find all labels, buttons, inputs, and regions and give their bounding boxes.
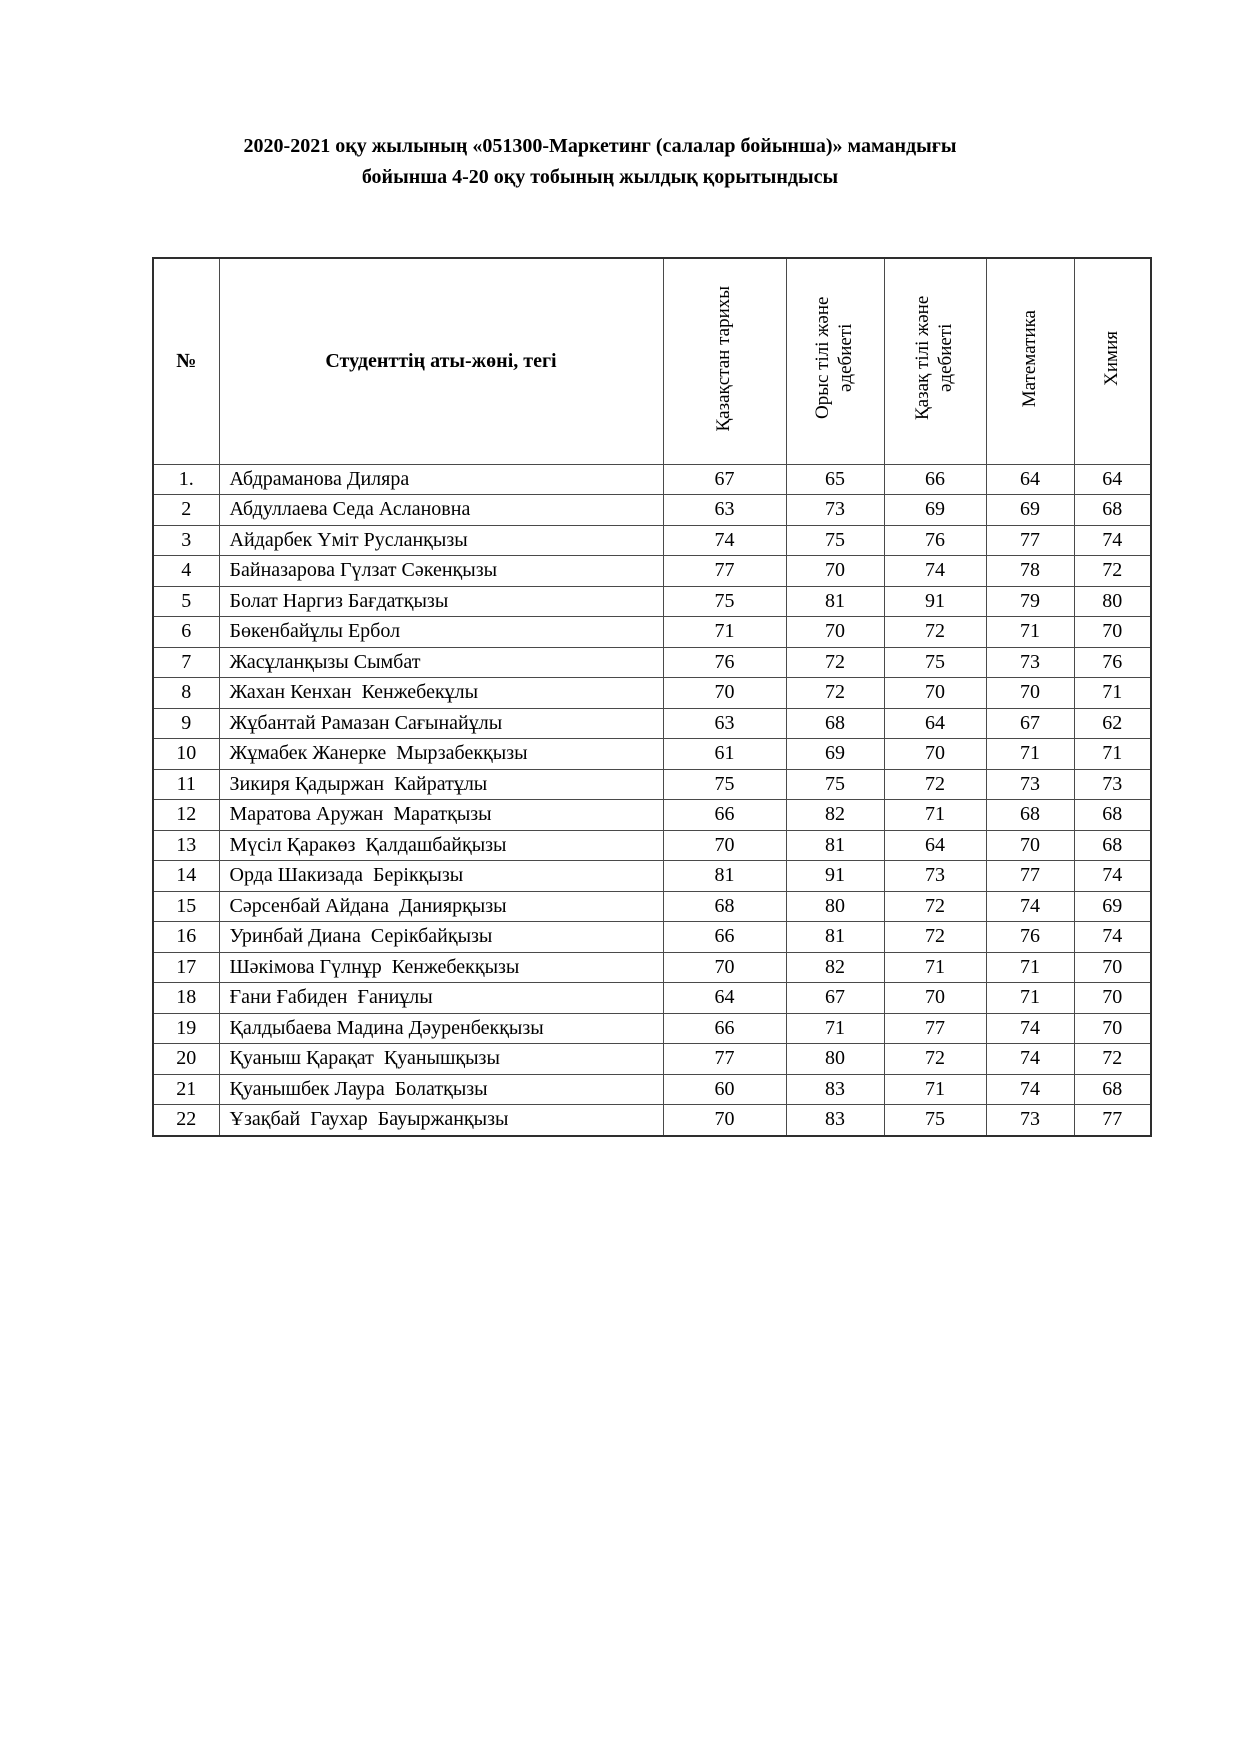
grade-cell: 70 xyxy=(1074,952,1151,983)
row-number: 12 xyxy=(153,800,219,831)
student-name: Маратова Аружан Маратқызы xyxy=(219,800,663,831)
row-number: 15 xyxy=(153,891,219,922)
column-header-chemistry xyxy=(1074,258,1151,464)
table-row xyxy=(153,1074,1151,1105)
row-number: 6 xyxy=(153,617,219,648)
page-title xyxy=(70,131,1130,193)
grade-cell: 81 xyxy=(786,830,884,861)
grade-cell: 82 xyxy=(786,952,884,983)
row-number: 13 xyxy=(153,830,219,861)
grade-cell: 70 xyxy=(884,739,986,770)
grade-cell: 70 xyxy=(663,1105,786,1136)
table-row xyxy=(153,678,1151,709)
student-name: Қуанышбек Лаура Болатқызы xyxy=(219,1074,663,1105)
grade-cell: 71 xyxy=(986,983,1074,1014)
table-row xyxy=(153,495,1151,526)
grade-cell: 80 xyxy=(786,891,884,922)
student-name: Жасұланқызы Сымбат xyxy=(219,647,663,678)
table-row xyxy=(153,830,1151,861)
grade-cell: 70 xyxy=(786,617,884,648)
grade-cell: 91 xyxy=(884,586,986,617)
grade-cell: 74 xyxy=(986,891,1074,922)
table-row xyxy=(153,464,1151,495)
student-name: Ұзақбай Гаухар Бауыржанқызы xyxy=(219,1105,663,1136)
grade-cell: 70 xyxy=(1074,617,1151,648)
student-name: Болат Наргиз Бағдатқызы xyxy=(219,586,663,617)
grade-cell: 75 xyxy=(786,769,884,800)
grade-cell: 64 xyxy=(884,830,986,861)
grade-cell: 70 xyxy=(884,983,986,1014)
grade-cell: 73 xyxy=(986,647,1074,678)
table-row xyxy=(153,1013,1151,1044)
row-number: 20 xyxy=(153,1044,219,1075)
table-row xyxy=(153,861,1151,892)
table-row xyxy=(153,922,1151,953)
student-name: Орда Шакизада Берікқызы xyxy=(219,861,663,892)
grade-cell: 68 xyxy=(786,708,884,739)
grade-cell: 70 xyxy=(663,830,786,861)
grade-cell: 75 xyxy=(663,769,786,800)
student-name: Байназарова Гүлзат Сәкенқызы xyxy=(219,556,663,587)
grade-cell: 77 xyxy=(663,1044,786,1075)
grade-cell: 68 xyxy=(663,891,786,922)
grade-cell: 71 xyxy=(663,617,786,648)
rotated-header-label: Химия xyxy=(1100,330,1122,386)
table-row xyxy=(153,647,1151,678)
grade-cell: 81 xyxy=(786,922,884,953)
grade-cell: 72 xyxy=(786,647,884,678)
student-name: Шәкімова Гүлнұр Кенжебекқызы xyxy=(219,952,663,983)
grade-cell: 77 xyxy=(986,525,1074,556)
grade-cell: 71 xyxy=(884,952,986,983)
grade-cell: 73 xyxy=(786,495,884,526)
student-name: Сәрсенбай Айдана Даниярқызы xyxy=(219,891,663,922)
grade-cell: 74 xyxy=(1074,922,1151,953)
row-number: 7 xyxy=(153,647,219,678)
table-row xyxy=(153,586,1151,617)
grade-cell: 72 xyxy=(884,1044,986,1075)
student-name: Мүсіл Қаракөз Қалдашбайқызы xyxy=(219,830,663,861)
student-name: Абдуллаева Седа Аслановна xyxy=(219,495,663,526)
grade-cell: 68 xyxy=(1074,800,1151,831)
row-number: 17 xyxy=(153,952,219,983)
grade-cell: 79 xyxy=(986,586,1074,617)
grade-cell: 76 xyxy=(884,525,986,556)
grade-cell: 75 xyxy=(786,525,884,556)
student-name: Қуаныш Қарақат Қуанышқызы xyxy=(219,1044,663,1075)
student-name: Қалдыбаева Мадина Дәуренбекқызы xyxy=(219,1013,663,1044)
row-number: 4 xyxy=(153,556,219,587)
student-name: Айдарбек Үміт Русланқызы xyxy=(219,525,663,556)
rotated-header-label: Қазақстан тарихы xyxy=(713,285,735,431)
grade-cell: 73 xyxy=(986,1105,1074,1136)
table-row xyxy=(153,769,1151,800)
grade-cell: 64 xyxy=(1074,464,1151,495)
grade-cell: 69 xyxy=(986,495,1074,526)
table-row xyxy=(153,525,1151,556)
row-number: 9 xyxy=(153,708,219,739)
grade-cell: 70 xyxy=(786,556,884,587)
grade-cell: 67 xyxy=(986,708,1074,739)
grade-cell: 70 xyxy=(663,678,786,709)
grade-cell: 66 xyxy=(663,800,786,831)
grade-cell: 76 xyxy=(986,922,1074,953)
grade-cell: 66 xyxy=(663,1013,786,1044)
grade-cell: 71 xyxy=(1074,678,1151,709)
row-number: 3 xyxy=(153,525,219,556)
row-number: 11 xyxy=(153,769,219,800)
student-name: Жұбантай Рамазан Сағынайұлы xyxy=(219,708,663,739)
grade-cell: 68 xyxy=(986,800,1074,831)
student-rows xyxy=(153,464,1151,1136)
grade-cell: 64 xyxy=(663,983,786,1014)
grade-cell: 71 xyxy=(786,1013,884,1044)
grade-cell: 71 xyxy=(1074,739,1151,770)
table-row xyxy=(153,800,1151,831)
table-row xyxy=(153,739,1151,770)
grade-cell: 71 xyxy=(986,952,1074,983)
grade-cell: 74 xyxy=(1074,861,1151,892)
table-row xyxy=(153,1105,1151,1136)
grade-cell: 61 xyxy=(663,739,786,770)
grade-cell: 70 xyxy=(986,678,1074,709)
grade-cell: 75 xyxy=(663,586,786,617)
student-name: Бөкенбайұлы Ербол xyxy=(219,617,663,648)
grade-cell: 63 xyxy=(663,708,786,739)
row-number: 16 xyxy=(153,922,219,953)
grade-cell: 72 xyxy=(786,678,884,709)
grade-cell: 70 xyxy=(884,678,986,709)
student-name: Зикиря Қадыржан Кайратұлы xyxy=(219,769,663,800)
grade-cell: 67 xyxy=(663,464,786,495)
grade-cell: 72 xyxy=(884,891,986,922)
row-number: 1. xyxy=(153,464,219,495)
column-header-russian-language xyxy=(786,258,884,464)
grade-cell: 69 xyxy=(1074,891,1151,922)
table-row xyxy=(153,983,1151,1014)
grade-cell: 72 xyxy=(884,769,986,800)
grade-cell: 63 xyxy=(663,495,786,526)
grade-cell: 77 xyxy=(663,556,786,587)
grade-cell: 74 xyxy=(1074,525,1151,556)
grade-cell: 73 xyxy=(986,769,1074,800)
grade-cell: 74 xyxy=(884,556,986,587)
grade-cell: 74 xyxy=(986,1074,1074,1105)
grade-cell: 68 xyxy=(1074,1074,1151,1105)
grade-cell: 75 xyxy=(884,647,986,678)
grade-cell: 83 xyxy=(786,1105,884,1136)
student-name: Абдраманова Диляра xyxy=(219,464,663,495)
grade-cell: 71 xyxy=(884,1074,986,1105)
row-number: 5 xyxy=(153,586,219,617)
grade-cell: 74 xyxy=(663,525,786,556)
grade-cell: 67 xyxy=(786,983,884,1014)
grade-cell: 80 xyxy=(786,1044,884,1075)
row-number: 14 xyxy=(153,861,219,892)
grade-cell: 91 xyxy=(786,861,884,892)
grade-cell: 81 xyxy=(786,586,884,617)
table-row xyxy=(153,556,1151,587)
grade-cell: 70 xyxy=(1074,983,1151,1014)
row-number: 22 xyxy=(153,1105,219,1136)
grade-cell: 73 xyxy=(1074,769,1151,800)
rotated-header-label: Математика xyxy=(1018,309,1040,407)
grades-table xyxy=(152,257,1152,1137)
grade-cell: 80 xyxy=(1074,586,1151,617)
column-header-number: № xyxy=(153,258,219,464)
student-name: Уринбай Диана Серікбайқызы xyxy=(219,922,663,953)
column-header-mathematics xyxy=(986,258,1074,464)
grade-cell: 82 xyxy=(786,800,884,831)
grade-cell: 74 xyxy=(986,1013,1074,1044)
table-row xyxy=(153,891,1151,922)
grade-cell: 69 xyxy=(786,739,884,770)
grade-cell: 77 xyxy=(986,861,1074,892)
grade-cell: 60 xyxy=(663,1074,786,1105)
table-header-row xyxy=(153,258,1151,464)
column-header-kazakhstan-history xyxy=(663,258,786,464)
page-title-line-2: бойынша 4-20 оқу тобының жылдық қорытындысы xyxy=(361,166,839,188)
row-number: 10 xyxy=(153,739,219,770)
grade-cell: 66 xyxy=(663,922,786,953)
table-row xyxy=(153,617,1151,648)
grade-cell: 83 xyxy=(786,1074,884,1105)
grade-cell: 76 xyxy=(1074,647,1151,678)
column-header-kazakh-language xyxy=(884,258,986,464)
row-number: 2 xyxy=(153,495,219,526)
row-number: 19 xyxy=(153,1013,219,1044)
table-row xyxy=(153,708,1151,739)
grade-cell: 76 xyxy=(663,647,786,678)
grade-cell: 66 xyxy=(884,464,986,495)
grade-cell: 74 xyxy=(986,1044,1074,1075)
row-number: 21 xyxy=(153,1074,219,1105)
grade-cell: 62 xyxy=(1074,708,1151,739)
grade-cell: 72 xyxy=(1074,556,1151,587)
page-title-line-1: 2020-2021 оқу жылының «051300-Маркетинг (салалар бойынша)» мамандығы xyxy=(243,135,957,157)
grade-cell: 68 xyxy=(1074,830,1151,861)
rotated-header-label: Орыс тілі және әдебиеті xyxy=(812,297,856,420)
grade-cell: 71 xyxy=(986,617,1074,648)
grade-cell: 64 xyxy=(884,708,986,739)
grade-cell: 73 xyxy=(884,861,986,892)
grade-cell: 65 xyxy=(786,464,884,495)
grade-cell: 72 xyxy=(1074,1044,1151,1075)
grade-cell: 69 xyxy=(884,495,986,526)
rotated-header-label: Қазақ тілі және әдебиеті xyxy=(912,296,956,421)
student-name: Жахан Кенхан Кенжебекұлы xyxy=(219,678,663,709)
grade-cell: 72 xyxy=(884,617,986,648)
table-row xyxy=(153,952,1151,983)
grade-cell: 71 xyxy=(986,739,1074,770)
grade-cell: 70 xyxy=(663,952,786,983)
grade-cell: 78 xyxy=(986,556,1074,587)
table-row xyxy=(153,1044,1151,1075)
student-name: Ғани Ғабиден Ғаниұлы xyxy=(219,983,663,1014)
grade-cell: 68 xyxy=(1074,495,1151,526)
row-number: 8 xyxy=(153,678,219,709)
grade-cell: 71 xyxy=(884,800,986,831)
student-name: Жұмабек Жанерке Мырзабекқызы xyxy=(219,739,663,770)
grade-cell: 77 xyxy=(884,1013,986,1044)
grade-cell: 70 xyxy=(1074,1013,1151,1044)
grade-cell: 64 xyxy=(986,464,1074,495)
row-number: 18 xyxy=(153,983,219,1014)
grade-cell: 81 xyxy=(663,861,786,892)
grade-cell: 72 xyxy=(884,922,986,953)
column-header-student-name: Студенттің аты-жөні, тегі xyxy=(219,258,663,464)
grade-cell: 77 xyxy=(1074,1105,1151,1136)
grade-cell: 75 xyxy=(884,1105,986,1136)
grade-cell: 70 xyxy=(986,830,1074,861)
